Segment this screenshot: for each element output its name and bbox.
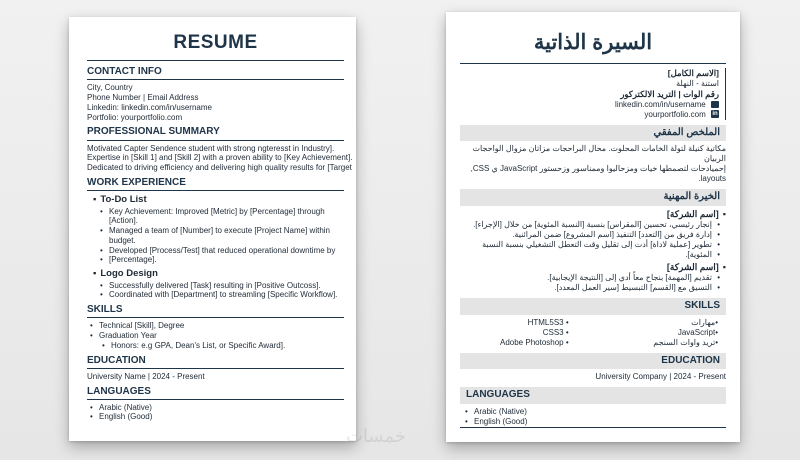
- contact-portfolio: Portfolio: yourportfolio.com: [87, 112, 183, 122]
- skill-sub-item: • Honors: e.g GPA, Dean's List, or Specific Award].: [111, 341, 344, 351]
- education-section: [87, 355, 344, 382]
- skills-column-right: [653, 318, 718, 348]
- job-bullets: [109, 207, 344, 266]
- education-heading: EDUCATION: [460, 353, 726, 370]
- job-bullet: • Managed a team of [Number] to execute [Project Name] within budget.: [109, 226, 344, 246]
- experience-section: [87, 177, 344, 300]
- resume-title-arabic: السيرة الذاتية: [533, 31, 653, 54]
- resume-title: RESUME: [173, 32, 258, 53]
- job-bullet: • تقديم [المهمة] بنجاح معاً أدي إلى [النتيجة الإيجابية].: [460, 273, 712, 283]
- contact-linkedin-row: [460, 100, 719, 110]
- education-line: University Name | 2024 - Present: [87, 371, 205, 381]
- contact-location: استنة - النهلة: [676, 78, 719, 88]
- summary-line: مكاتية كنيلة لتولة الخامات المحلوت. محال البراحجات مزاتان مزوال الواحجات الربيان: [472, 144, 726, 163]
- languages-list: [474, 407, 712, 427]
- languages-list: [99, 403, 344, 423]
- language-item: • English (Good): [99, 412, 344, 422]
- summary-line: إحميادحات لتصمطها خيات ومزحاليوا وممناسور وزحستور JavaScript ي CSS,: [470, 164, 726, 173]
- contact-portfolio: yourportfolio.com: [644, 109, 706, 119]
- contact-phone-email: Phone Number | Email Address: [87, 93, 199, 103]
- job-title: ▪ To-Do List: [93, 194, 344, 206]
- summary-section-arabic: [460, 125, 726, 185]
- job-bullet: • Successfully delivered [Task] resulting in [Positive Outcoss].: [109, 281, 344, 291]
- skills-heading: SKILLS: [87, 304, 344, 318]
- language-item: • Arabic (Native): [474, 407, 712, 417]
- experience-heading: الخيرة المهنية: [460, 189, 726, 206]
- contact-name: [الاسم الكامل]: [667, 68, 719, 79]
- title-divider: [87, 60, 344, 61]
- job-bullet-continuation: • [Percentage].: [109, 255, 344, 265]
- job-bullet: • Developed [Process/Test] that reduced operational downtime by: [109, 246, 344, 256]
- languages-heading: LANGUAGES: [460, 387, 726, 404]
- summary-section: [87, 126, 353, 173]
- experience-heading: WORK EXPERIENCE: [87, 177, 344, 191]
- summary-line: Expertise in [Skill 1] and [Skill 2] with a proven ability to [Key Achievement].: [87, 153, 353, 163]
- contact-linkedin: linkedin.com/in/username: [615, 99, 706, 109]
- skill-item: • مهارات: [653, 318, 718, 328]
- job-bullets: [109, 281, 344, 301]
- arabic-resume-page: [446, 12, 740, 442]
- english-resume-page: [69, 17, 356, 441]
- job-bullets: [460, 273, 712, 293]
- contact-portfolio-row: [460, 110, 719, 120]
- linkedin-icon: in: [712, 111, 718, 118]
- job-bullet: • Key Achievement: Improved [Metric] by [Percentage] through [Action].: [109, 207, 344, 227]
- skill-item: • Technical [Skill], Degree: [99, 321, 344, 331]
- skills-sub-list: [111, 341, 344, 351]
- languages-section: [87, 386, 344, 423]
- summary-heading: PROFESSIONAL SUMMARY: [87, 126, 344, 140]
- skill-item: • Graduation Year: [99, 331, 344, 341]
- contact-location: City, Country: [87, 83, 133, 93]
- company-title: ▪ [اسم الشركة]: [460, 209, 726, 220]
- experience-section-arabic: [460, 189, 726, 293]
- job-bullet-continuation: • المئوية].: [460, 250, 712, 260]
- contact-linkedin: Linkedin: linkedin.com/in/username: [87, 102, 212, 112]
- contact-section: [87, 66, 344, 122]
- contact-phone-email: رقم الوات | التريد الالكتركور: [620, 88, 719, 99]
- summary-line: Dedicated to driving efficiency and delivering high quality results for [Target: [87, 163, 352, 173]
- skills-grid: [460, 318, 726, 348]
- skills-section-arabic: [460, 298, 726, 348]
- skills-section: [87, 304, 344, 350]
- job-bullet: • التسيق مع [القسم] التبسيط [سير العمل المعدد].: [460, 283, 712, 293]
- skill-item: Adobe Photoshop •: [500, 338, 569, 348]
- skill-item: CSS3 •: [500, 328, 569, 338]
- skills-heading: SKILLS: [460, 298, 726, 315]
- education-heading: EDUCATION: [87, 355, 344, 369]
- language-item: • Arabic (Native): [99, 403, 344, 413]
- company-title: ▪ [اسم الشركة]: [460, 262, 726, 273]
- job-bullet: • إدارة فريق من [التعدد] التنفيذ [اسم المشروع] ضمن المرائنية.: [460, 230, 712, 240]
- languages-section-arabic: [460, 387, 726, 428]
- job-bullet: • Coordinated with [Department] to streamling [Specific Workflow].: [109, 290, 344, 300]
- contact-heading: CONTACT INFO: [87, 66, 344, 80]
- skill-item: • JavaScript: [653, 328, 718, 338]
- job-bullets: [460, 220, 712, 260]
- summary-heading: الملخص المفقي: [460, 125, 726, 142]
- summary-line: Motivated Capter Sendence student with strong ngteresst in Industry].: [87, 143, 335, 153]
- job-bullet: • إنجار رئيسي، تحسين [المقراس] بنسبة [النسبة المئوية] من خلال [الإجراء].: [460, 220, 712, 230]
- title-divider: [460, 63, 726, 64]
- watermark: خمسات: [346, 426, 407, 447]
- skill-item: HTML5S3 •: [500, 318, 569, 328]
- skills-column-left: [500, 318, 569, 348]
- contact-section-arabic: [460, 68, 726, 119]
- language-item: • English (Good): [474, 417, 712, 427]
- skills-list: [99, 321, 344, 341]
- education-line: University Company | 2024 - Present: [595, 372, 726, 381]
- summary-line: layouts.: [698, 174, 726, 183]
- job-bullet: • تطوير [عملية لاداة] أدت إلى تقليل وقت التعطل التشغيلي بنسبة النسبة: [460, 240, 712, 250]
- languages-divider: [460, 427, 726, 428]
- skill-item: • تريد واوات السنجم: [653, 338, 718, 348]
- education-section-arabic: [460, 353, 726, 383]
- job-title: ▪ Logo Design: [93, 268, 344, 280]
- languages-heading: LANGUAGES: [87, 386, 344, 400]
- email-icon: [711, 101, 719, 108]
